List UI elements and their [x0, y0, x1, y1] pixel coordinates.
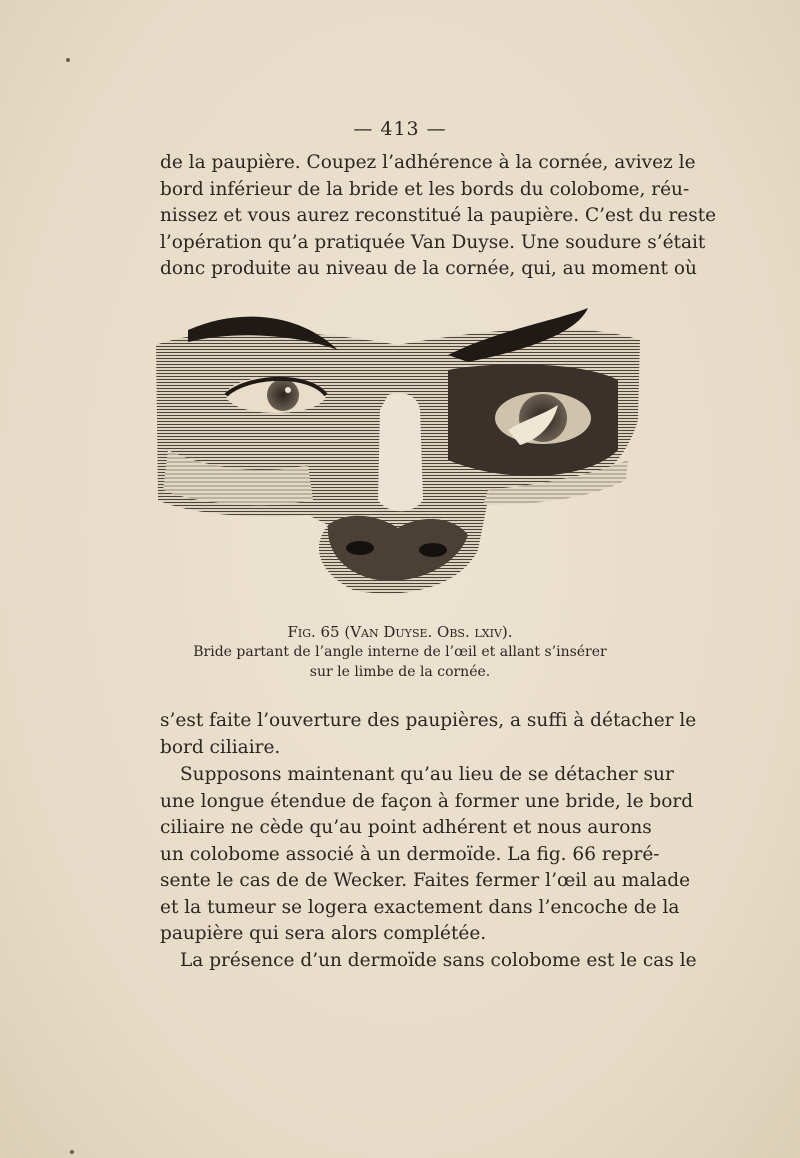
paragraph-bottom-2 — [160, 762, 694, 948]
text-line: et la tumeur se logera exactement dans l’encoche de la — [160, 896, 680, 918]
page-number: — 413 — — [353, 118, 447, 140]
text-line: une longue étendue de façon à former une bride, le bord — [160, 790, 694, 812]
text-line: un colobome associé à un dermoïde. La fig. 66 repré- — [160, 843, 660, 865]
text-line: nissez et vous aurez reconstitué la paupière. C’est du reste — [160, 205, 717, 226]
paragraph-top — [160, 150, 717, 283]
figure-caption — [150, 622, 650, 682]
figure-engraving — [148, 300, 644, 610]
text-line: ciliaire ne cède qu’au point adhérent et nous aurons — [160, 817, 652, 838]
text-line: sente le cas de de Wecker. Faites fermer l’œil au malade — [160, 870, 691, 891]
paragraph-bottom-1 — [160, 708, 697, 761]
face-engraving-image — [148, 300, 644, 610]
text-line: donc produite au niveau de la cornée, qui, au moment où — [160, 258, 697, 279]
text-line: l’opération qu’a pratiquée Van Duyse. Une soudure s’était — [160, 231, 706, 253]
text-line: La présence d’un dermoïde sans colobome est le cas le — [180, 950, 697, 971]
paper-speck — [66, 58, 70, 62]
paragraph-bottom-3 — [160, 948, 697, 975]
left-eye — [267, 379, 299, 411]
text-line: bord inférieur de la bride et les bords du colobome, réu- — [160, 178, 690, 200]
text-line: de la paupière. Coupez l’adhérence à la cornée, avivez le — [160, 152, 696, 173]
text-line: s’est faite l’ouverture des paupières, a suffi à détacher le — [160, 710, 697, 731]
text-line: bord ciliaire. — [160, 736, 281, 758]
caption-title: Fig. 65 (Van Duyse. Obs. lxiv). — [287, 623, 513, 641]
caption-text-line: sur le limbe de la cornée. — [309, 664, 491, 680]
paper-speck — [70, 1150, 74, 1154]
text-line: Supposons maintenant qu’au lieu de se détacher sur — [180, 764, 674, 785]
caption-text-line: Bride partant de l’angle interne de l’œil et allant s’insérer — [193, 644, 607, 660]
text-line: paupière qui sera alors complétée. — [160, 923, 487, 944]
